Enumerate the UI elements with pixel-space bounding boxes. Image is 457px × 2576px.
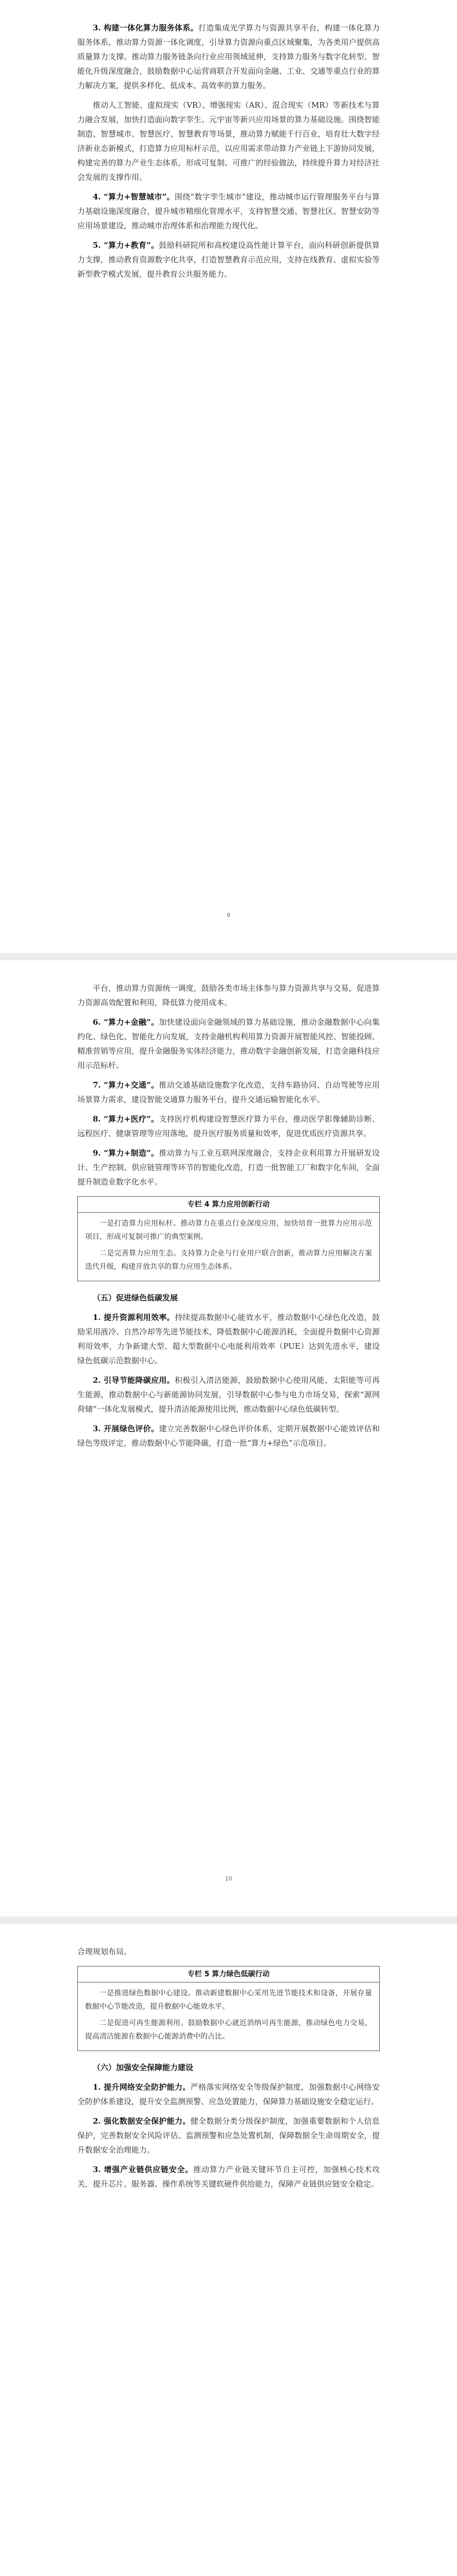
paragraph: 合理规划布局。	[77, 1947, 132, 1956]
paragraph: 平台，推动算力资源统一调度，鼓励各类市场主体参与算力资源共享与交易，促进算力资源高效配置和利用，降低算力使用成本。	[77, 984, 380, 1007]
page-divider	[0, 953, 457, 960]
paragraph: 5. “算力+教育”。鼓励科研院所和高校建设高性能计算平台，面向科研创新提供算力支撑，推动教育资源数字化共享，打造智慧教育示范应用，支持在线教育、虚拟实验等新型教学模式发展，提升教育公共服务能力。	[77, 241, 380, 279]
document-page-1	[0, 0, 457, 953]
paragraph-lead: 1. 提升网络安全防护能力。	[93, 2082, 191, 2092]
box-title: 专栏 5 算力绿色低碳行动	[78, 1967, 379, 1982]
paragraph: 6. “算力+金融”。加快建设面向金融领域的算力基础设施，推动金融数据中心向集约化、绿色化、智能化方向发展，支持金融机构利用算力资源开展智能风控、智能投顾、精准营销等应用，提升金融服务实体经济能力，推动数字金融创新发展，打造金融科技应用示范标杆。	[77, 1018, 380, 1070]
paragraph-lead: 9. “算力+制造”。	[93, 1148, 159, 1158]
section-heading: （五）促进绿色低碳发展	[93, 1293, 178, 1302]
paragraph-lead: 2. 引导节能降碳应用。	[93, 1376, 175, 1385]
paragraph-lead: 4. “算力+智慧城市”。	[93, 192, 175, 201]
paragraph: 8. “算力+医疗”。支持医疗机构建设智慧医疗算力平台，推动医学影像辅助诊断、远程医疗、健康管理等应用落地，提升医疗服务质量和效率，促进优质医疗资源共享。	[77, 1114, 380, 1138]
paragraph: 3. 增强产业链供应链安全。推动算力产业链关键环节自主可控，加强核心技术攻关，提升芯片、服务器、操作系统等关键软硬件供给能力，保障产业链供应链安全稳定。	[77, 2165, 380, 2189]
section-heading: （六）加强安全保障能力建设	[93, 2063, 194, 2072]
paragraph: 推动人工智能、虚拟现实（VR）、增强现实（AR）、混合现实（MR）等新技术与算力融合发展，加快打造面向数字孪生、元宇宙等新兴应用场景的算力基础设施。围绕智能制造、智慧城市、智慧医疗、智慧教育等场景，推动算力赋能千行百业，培育壮大数字经济新业态新模式，打造算力应用标杆示范，以应用需求带动算力产业链上下游协同发展，构建完善的算力产业生态体系，形成可复制、可推广的经验做法，持续提升算力对经济社会发展的支撑作用。	[77, 100, 380, 182]
paragraph-lead: 3. 增强产业链供应链安全。	[93, 2165, 194, 2174]
box-line: 二是促进可再生能源利用。鼓励数据中心就近消纳可再生能源，推动绿色电力交易，提高清洁能源在数据中心能源消费中的占比。	[85, 2019, 372, 2041]
paragraph: 2. 强化数据安全保护能力。健全数据分类分级保护制度，加强重要数据和个人信息保护，完善数据安全风险评估、监测预警和应急处置机制，保障数据全生命周期安全，提升数据安全治理能力。	[77, 2116, 380, 2155]
box-title: 专栏 4 算力应用创新行动	[78, 1197, 379, 1213]
paragraph: 9. “算力+制造”。推动算力与工业互联网深度融合，支持企业利用算力开展研发设计、生产控制、供应链管理等环节的智能化改造，打造一批智能工厂和数字化车间，全面提升制造业数字化水平。	[77, 1148, 380, 1187]
paragraph-lead: 7. “算力+交通”。	[93, 1080, 159, 1090]
paragraph: 1. 提升资源利用效率。持续提高数据中心能效水平，推动数据中心绿色化改造，鼓励采用液冷、自然冷却等先进节能技术，降低数据中心能源消耗，全面提升数据中心资源利用效率，力争新建大型、超大型数据中心电能利用效率（PUE）达到先进水平，建设绿色低碳示范数据中心。	[77, 1313, 380, 1365]
page-number: 9	[227, 912, 230, 919]
box-body	[78, 1982, 379, 2050]
paragraph: 3. 构建一体化算力服务体系。打造集成光学算力与资源共享平台，构建一体化算力服务体系，推动算力资源一体化调度，引导算力资源向重点区域聚集，为各类用户提供高质量算力支撑。推动算力服务链条向行业应用领域延伸，支持算力服务与数字化转型、智能化升级深度融合，鼓励数据中心运营商联合开发面向金融、工业、交通等重点行业的算力解决方案，提供多样化、低成本、高效率的算力服务。	[77, 23, 380, 90]
paragraph-lead: 1. 提升资源利用效率。	[93, 1313, 175, 1322]
paragraph-lead: 8. “算力+医疗”。	[93, 1114, 159, 1124]
paragraph-lead: 5. “算力+教育”。	[93, 241, 159, 250]
document-page-3	[0, 1924, 457, 2576]
paragraph: 7. “算力+交通”。推动交通基础设施数字化改造，支持车路协同、自动驾驶等应用场景算力需求，建设智能交通算力服务平台，提升交通运输智能化水平。	[77, 1080, 380, 1104]
paragraph-lead: 2. 强化数据安全保护能力。	[93, 2116, 191, 2126]
page-divider	[0, 1917, 457, 1924]
document-page-2	[0, 960, 457, 1917]
box-line: 一是打造算力应用标杆。推动算力在重点行业深度应用，加快培育一批算力应用示范项目，形成可复制可推广的典型案例。	[85, 1219, 372, 1241]
column-box	[77, 1966, 380, 2051]
box-line: 二是完善算力应用生态。支持算力企业与行业用户联合创新，推动算力应用解决方案迭代升级，构建开放共享的算力应用生态体系。	[85, 1249, 372, 1271]
paragraph-lead: 6. “算力+金融”。	[93, 1018, 159, 1027]
paragraph: 2. 引导节能降碳应用。积极引入清洁能源，鼓励数据中心使用风能、太阳能等可再生能源，推动数据中心与新能源协同发展，引导数据中心参与电力市场交易，探索“源网荷储”一体化发展模式，提升清洁能源使用比例，推动数据中心绿色低碳转型。	[77, 1376, 380, 1414]
paragraph: 4. “算力+智慧城市”。围绕“数字孪生城市”建设，推动城市运行管理服务平台与算力基础设施深度融合，提升城市精细化管理水平，支持智慧交通、智慧社区、智慧安防等应用场景建设，推动城市治理体系和治理能力现代化。	[77, 192, 380, 230]
box-line: 一是推进绿色数据中心建设。推动新建数据中心采用先进节能技术和设备，开展存量数据中心节能改造，提升数据中心能效水平。	[85, 1989, 372, 2011]
paragraph-lead: 3. 构建一体化算力服务体系。	[93, 23, 199, 32]
column-box	[77, 1196, 380, 1281]
box-body	[78, 1213, 379, 1281]
paragraph: 3. 开展绿色评价。建立完善数据中心绿色评价体系，定期开展数据中心能效评估和绿色等级评定，推动数据中心节能降碳，打造一批“算力+绿色”示范项目。	[77, 1424, 380, 1448]
page-number: 10	[225, 1875, 232, 1882]
paragraph-lead: 3. 开展绿色评价。	[93, 1424, 159, 1433]
paragraph: 1. 提升网络安全防护能力。严格落实网络安全等级保护制度，加强数据中心网络安全防护体系建设，提升安全监测预警、应急处置能力，保障算力基础设施安全稳定运行。	[77, 2082, 380, 2106]
